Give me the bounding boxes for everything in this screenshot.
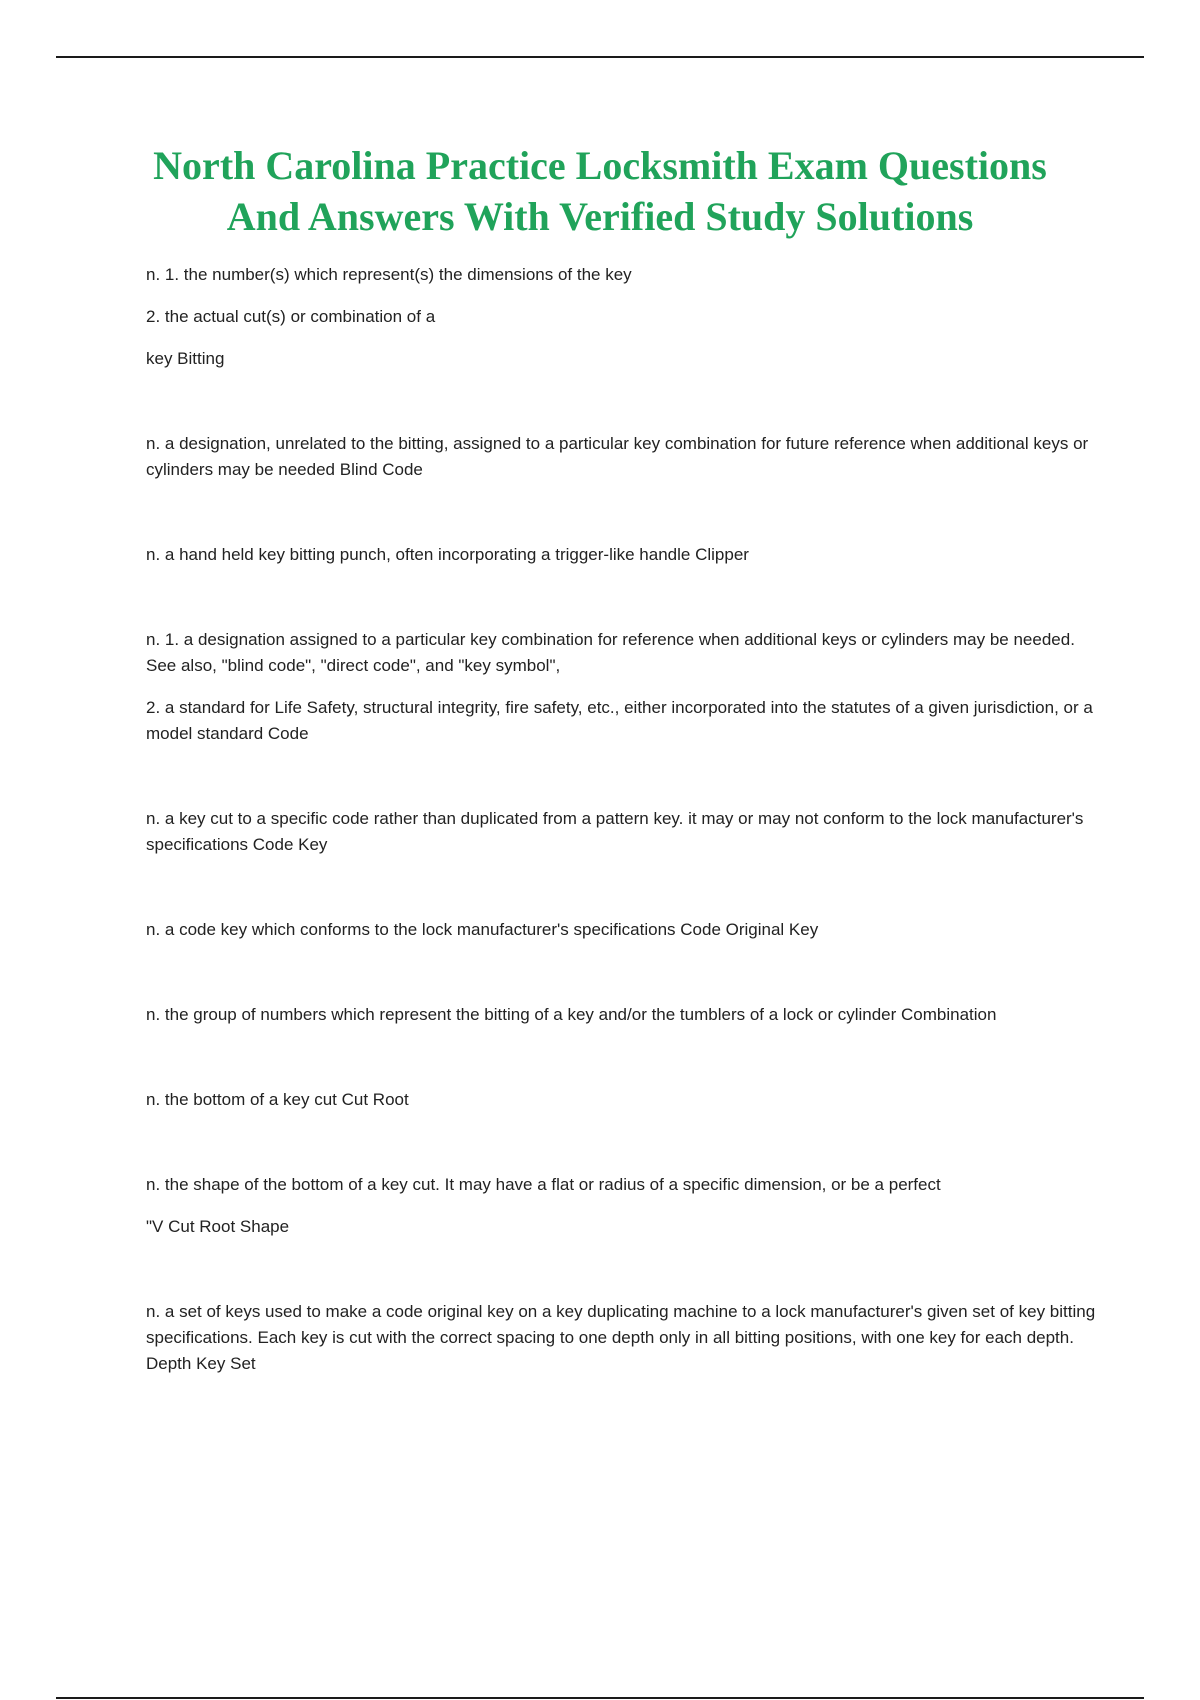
definition-paragraph: n. a set of keys used to make a code original key on a key duplicating machine to a lock manufacturer's given set of key bitting specifications. Each key is cut with the correct spacing to one depth only in all bitting positions, with one key for each depth. Depth Key Set bbox=[146, 1302, 1096, 1373]
definition-entry-cut-root bbox=[146, 1087, 1096, 1113]
document-body bbox=[146, 262, 1096, 1436]
definition-entry-clipper bbox=[146, 542, 1096, 568]
definition-entry-code-original-key bbox=[146, 917, 1096, 943]
definition-entry-cut-root-shape bbox=[146, 1172, 1096, 1240]
definition-paragraph: n. the shape of the bottom of a key cut. It may have a flat or radius of a specific dimension, or be a perfect bbox=[146, 1175, 941, 1194]
definition-paragraph: n. a designation, unrelated to the bitting, assigned to a particular key combination for future reference when additional keys or cylinders may be needed Blind Code bbox=[146, 434, 1089, 479]
top-horizontal-rule bbox=[56, 56, 1144, 58]
definition-paragraph: n. a key cut to a specific code rather than duplicated from a pattern key. it may or may not conform to the lock manufacturer's specifications Code Key bbox=[146, 809, 1084, 854]
title-line-1: North Carolina Practice Locksmith Exam Questions bbox=[153, 143, 1047, 188]
definition-paragraph: n. 1. the number(s) which represent(s) the dimensions of the key bbox=[146, 265, 632, 284]
document-title bbox=[100, 140, 1100, 242]
bottom-horizontal-rule bbox=[56, 1697, 1144, 1699]
definition-entry-code bbox=[146, 627, 1096, 747]
definition-paragraph: key Bitting bbox=[146, 349, 225, 368]
definition-paragraph: n. the bottom of a key cut Cut Root bbox=[146, 1090, 409, 1109]
definition-entry-combination bbox=[146, 1002, 1096, 1028]
definition-entry-code-key bbox=[146, 806, 1096, 858]
definition-paragraph: 2. a standard for Life Safety, structural integrity, fire safety, etc., either incorporated into the statutes of a given jurisdiction, or a model standard Code bbox=[146, 698, 1093, 743]
definition-entry-bitting bbox=[146, 262, 1096, 372]
definition-paragraph: n. the group of numbers which represent the bitting of a key and/or the tumblers of a lock or cylinder Combination bbox=[146, 1005, 997, 1024]
definition-paragraph: 2. the actual cut(s) or combination of a bbox=[146, 307, 436, 326]
definition-paragraph: "V Cut Root Shape bbox=[146, 1217, 290, 1236]
definition-paragraph: n. a code key which conforms to the lock manufacturer's specifications Code Original Key bbox=[146, 920, 819, 939]
definition-entry-depth-key-set bbox=[146, 1299, 1096, 1377]
definition-paragraph: n. a hand held key bitting punch, often incorporating a trigger-like handle Clipper bbox=[146, 545, 749, 564]
title-line-2: And Answers With Verified Study Solutions bbox=[226, 194, 974, 239]
definition-paragraph: n. 1. a designation assigned to a particular key combination for reference when additional keys or cylinders may be needed. See also, "blind code", "direct code", and "key symbol", bbox=[146, 630, 1075, 675]
definition-entry-blind-code bbox=[146, 431, 1096, 483]
